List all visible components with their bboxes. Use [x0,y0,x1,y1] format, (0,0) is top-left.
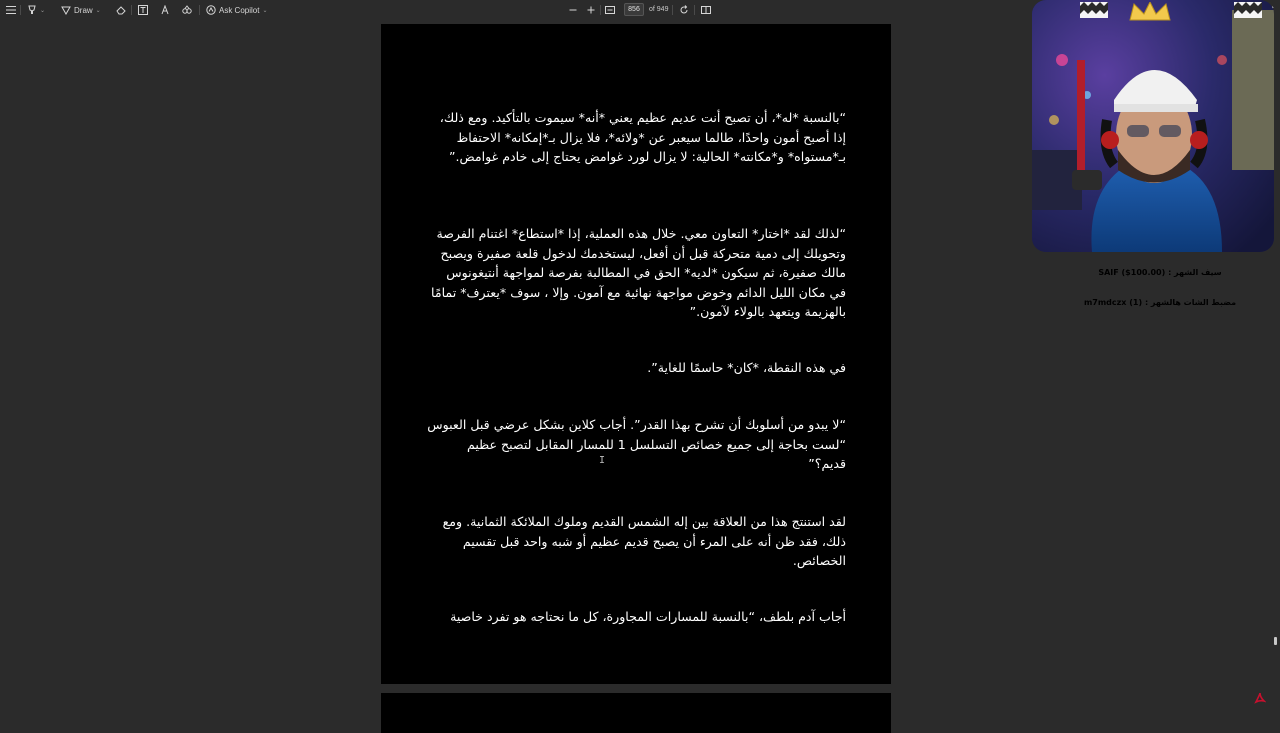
highlighter-icon [27,5,37,15]
page-view-button[interactable] [701,3,711,17]
rotate-button[interactable] [679,3,689,17]
plus-icon [587,6,595,14]
page-total-label: of 949 [649,6,669,13]
paragraph-1: “بالنسبة *له*، أن تصبح أنت عديم عظيم يعني *أنه* سيموت بالتأكيد. ومع ذلك، إذا أصبح أمون واحدًا، طالما سيعبر عن *ولائه*، فلا يزال بـ*إمكانه* الاحتفاظ بـ*مستواه* و*مكانته* الحالية: لا يزال لورد غوامض يحتاج إلى خادم غوامض.” [439,110,846,164]
text-box-icon [138,5,148,15]
chevron-down-icon: ⌄ [40,7,46,14]
toolbar-divider [672,5,673,15]
pdf-app-icon [1254,692,1266,704]
text-cursor-icon: I [599,455,606,466]
page-number-input[interactable] [624,3,644,16]
toolbar-divider [694,5,695,15]
toolbar-divider [131,5,132,15]
scrollbar-thumb[interactable] [1274,637,1277,645]
immersive-reader-button[interactable] [182,3,192,17]
crown-icon [1128,2,1172,22]
chat-moderator-text: مضبط الشات هالشهر : (1) m7mdczx [1083,298,1237,307]
add-text-button[interactable] [138,3,148,17]
chevron-down-icon: ⌄ [95,7,101,14]
paragraph-4: “لا يبدو من أسلوبك أن تشرح بهذا القدر”. أجاب كلاين بشكل عرضي قبل العبوس “لست بحاجة إلى جميع خصائص التسلسل 1 للمسار المقابل لتصبح عظيم قديم؟” [427,417,846,471]
draw-button[interactable] [61,3,101,17]
read-aloud-icon [160,5,170,15]
immersive-reader-icon [182,5,192,15]
rotate-icon [679,5,689,15]
list-icon [6,5,16,15]
next-pdf-page [381,693,891,733]
highlight-button[interactable] [27,3,45,17]
chevron-down-icon: ⌄ [262,7,268,14]
fit-to-width-button[interactable] [605,3,615,17]
toolbar-divider [20,5,21,15]
checkered-badge-icon [1080,2,1108,18]
toolbar-divider [600,5,601,15]
ask-copilot-button[interactable] [206,3,268,17]
minus-icon [569,6,577,14]
paragraph-5: لقد استنتج هذا من العلاقة بين إله الشمس القديم وملوك الملائكة الثمانية. ومع ذلك، فقد ظن أنه على المرء أن يصبح قديم عظيم أو شبه واحد قبل تقسيم الخصائص. [442,514,846,568]
eraser-icon [116,5,126,15]
zoom-out-button[interactable] [569,3,577,17]
paragraph-6: أجاب آدم بلطف، “بالنسبة للمسارات المجاورة، كل ما نحتاجه هو تفرد خاصية [450,609,846,624]
copilot-icon [206,5,216,15]
checkered-badge-icon [1234,2,1262,18]
zoom-in-button[interactable] [587,3,595,17]
paragraph-3: في هذه النقطة، *كان* حاسمًا للغاية”. [647,360,846,375]
fit-width-icon [605,5,615,15]
streamer-webcam-image [1032,0,1274,252]
ask-copilot-label: Ask Copilot [219,5,260,15]
top-supporter-text: سيف الشهر : SAIF ($100.00) [1098,268,1222,277]
erase-button[interactable] [116,3,126,17]
webcam-feed [1032,0,1274,252]
draw-label: Draw [74,5,93,15]
toolbar-divider [199,5,200,15]
book-icon [701,5,711,15]
read-aloud-button[interactable] [160,3,170,17]
contents-button[interactable] [6,3,16,17]
pen-icon [61,5,71,15]
paragraph-2: “لذلك لقد *اختار* التعاون معي. خلال هذه العملية، إذا *استطاع* اغتنام الفرصة وتحويلك إلى دمية متحركة قبل أن أفعل، ليستخدمك لدخول قلعة صفيرة ويصبح مالك صفيرة، ثم سيكون *لديه* الحق في المطالبة بفرصة لمواجهة أنتيغونوس في مكان الليل الدائم وخوض مواجهة نهائية مع آمون. وإلا ، سوف *يعترف* تمامًا بالهزيمة ويتعهد بالولاء لآمون.” [431,226,846,319]
